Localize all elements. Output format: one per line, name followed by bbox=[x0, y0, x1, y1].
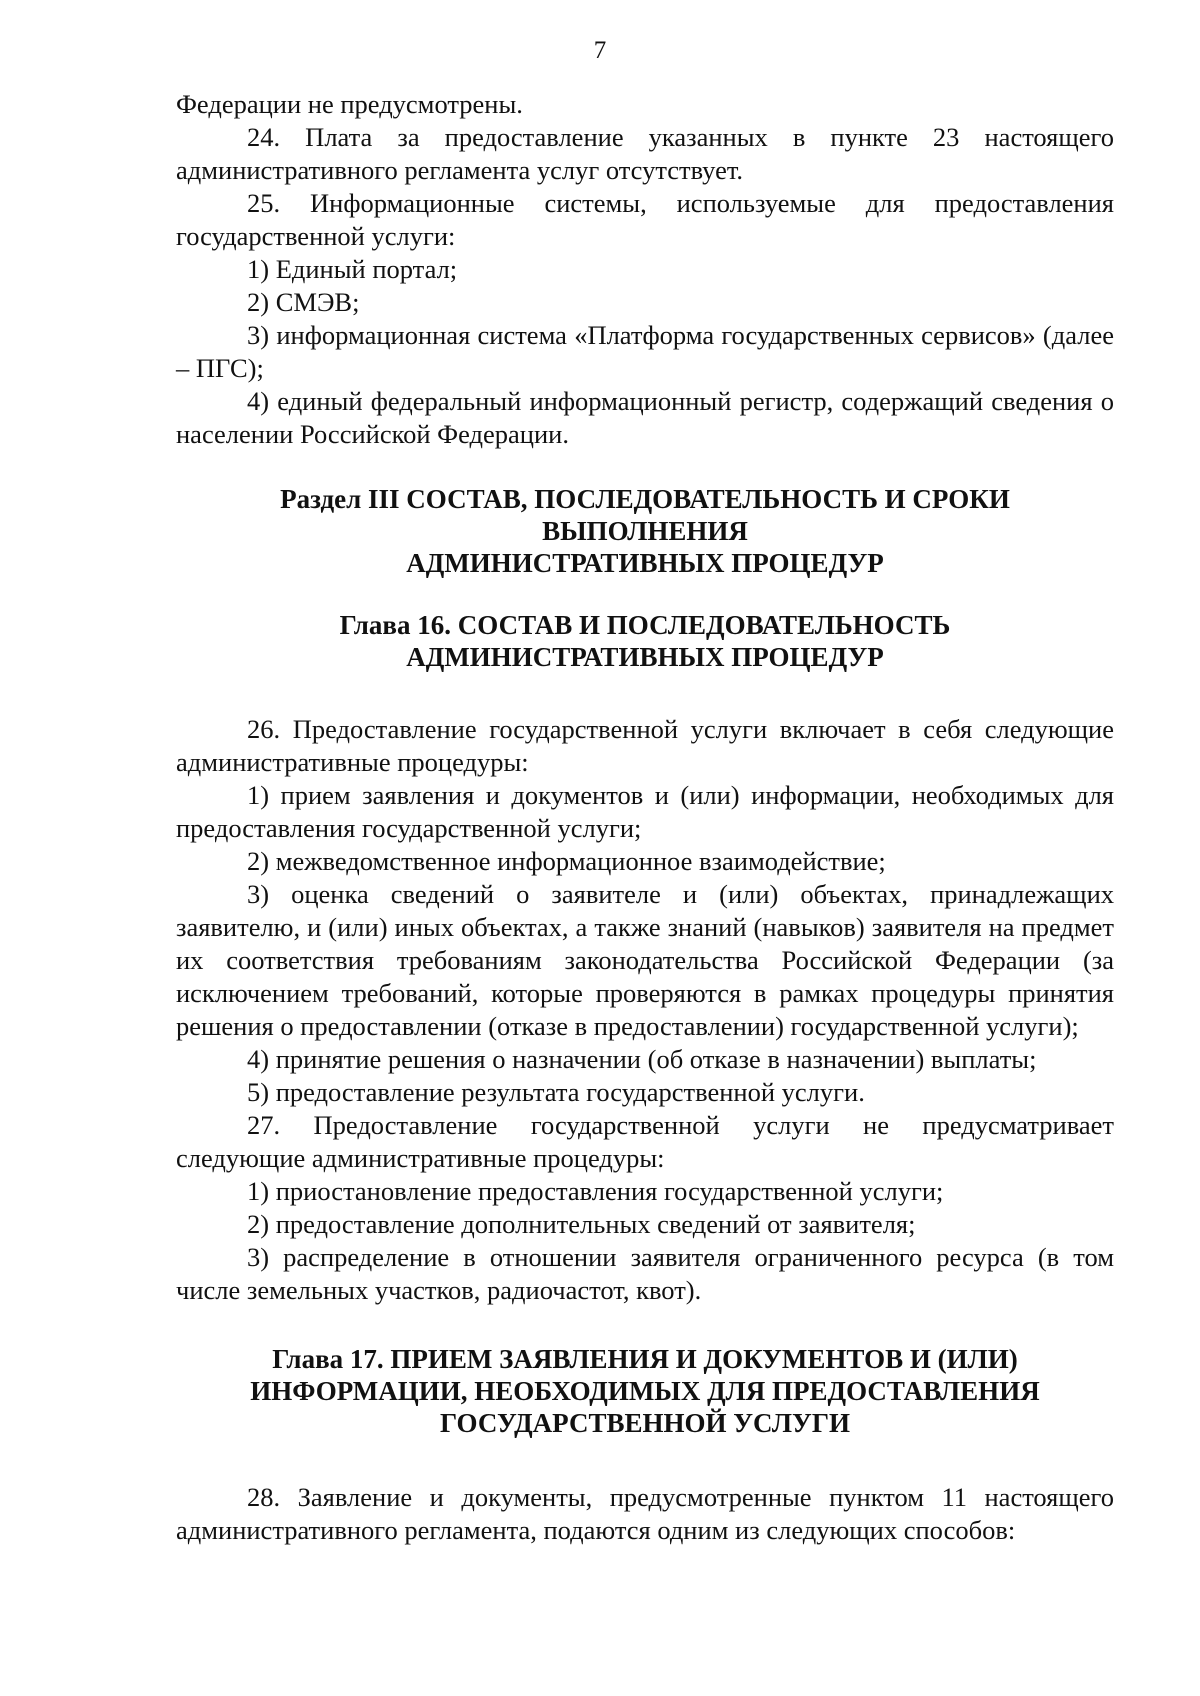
chapter-heading bbox=[176, 609, 1114, 673]
chapter-heading-line: ГОСУДАРСТВЕННОЙ УСЛУГИ bbox=[440, 1408, 850, 1438]
paragraph-continuation: Федерации не предусмотрены. bbox=[176, 89, 523, 119]
list-item: 2) межведомственное информационное взаимодействие; bbox=[247, 846, 886, 876]
paragraph-27: 27. Предоставление государственной услуги не предусматривает следующие административные процедуры: bbox=[176, 1110, 1114, 1173]
list-item: 1) Единый портал; bbox=[247, 254, 458, 284]
chapter-heading-line: Глава 16. СОСТАВ И ПОСЛЕДОВАТЕЛЬНОСТЬ bbox=[339, 610, 951, 640]
chapter-heading-line: ИНФОРМАЦИИ, НЕОБХОДИМЫХ ДЛЯ ПРЕДОСТАВЛЕНИЯ bbox=[250, 1376, 1040, 1406]
section-heading-line: Раздел III СОСТАВ, ПОСЛЕДОВАТЕЛЬНОСТЬ И СРОКИ ВЫПОЛНЕНИЯ bbox=[280, 484, 1010, 546]
list-item: 2) предоставление дополнительных сведений от заявителя; bbox=[247, 1209, 916, 1239]
list-item: 2) СМЭВ; bbox=[247, 287, 360, 317]
chapter-heading-line: Глава 17. ПРИЕМ ЗАЯВЛЕНИЯ И ДОКУМЕНТОВ И (ИЛИ) bbox=[272, 1344, 1018, 1374]
list-item: 4) принятие решения о назначении (об отказе в назначении) выплаты; bbox=[247, 1044, 1037, 1074]
paragraph-25: 25. Информационные системы, используемые для предоставления государственной услуги: bbox=[176, 188, 1114, 251]
list-item: 1) приостановление предоставления государственной услуги; bbox=[247, 1176, 944, 1206]
chapter-heading bbox=[176, 1343, 1114, 1439]
paragraph-28: 28. Заявление и документы, предусмотренные пунктом 11 настоящего административного регламента, подаются одним из следующих способов: bbox=[176, 1482, 1114, 1545]
list-item: 5) предоставление результата государственной услуги. bbox=[247, 1077, 865, 1107]
list-item: 1) прием заявления и документов и (или) информации, необходимых для предоставления государственной услуги; bbox=[176, 780, 1114, 843]
chapter-heading-line: АДМИНИСТРАТИВНЫХ ПРОЦЕДУР bbox=[406, 642, 884, 672]
paragraph-26: 26. Предоставление государственной услуги включает в себя следующие административные процедуры: bbox=[176, 714, 1114, 777]
list-item: 4) единый федеральный информационный регистр, содержащий сведения о населении Российской Федерации. bbox=[176, 386, 1114, 449]
paragraph-24: 24. Плата за предоставление указанных в пункте 23 настоящего административного регламента услуг отсутствует. bbox=[176, 122, 1114, 185]
list-item: 3) распределение в отношении заявителя ограниченного ресурса (в том числе земельных участков, радиочастот, квот). bbox=[176, 1242, 1114, 1305]
section-heading bbox=[176, 483, 1114, 579]
section-heading-line: АДМИНИСТРАТИВНЫХ ПРОЦЕДУР bbox=[406, 548, 884, 578]
document-body bbox=[176, 88, 1114, 1547]
list-item: 3) оценка сведений о заявителе и (или) объектах, принадлежащих заявителю, и (или) иных объектах, а также знаний (навыков) заявителя на предмет их соответствия требованиям законодательства Российской Федерации (за исключением требований, которые проверяются в рамках процедуры принятия решения о предоставлении (отказе в предоставлении) государственной услуги); bbox=[176, 879, 1114, 1041]
list-item: 3) информационная система «Платформа государственных сервисов» (далее – ПГС); bbox=[176, 320, 1114, 383]
page-number: 7 bbox=[593, 37, 607, 64]
